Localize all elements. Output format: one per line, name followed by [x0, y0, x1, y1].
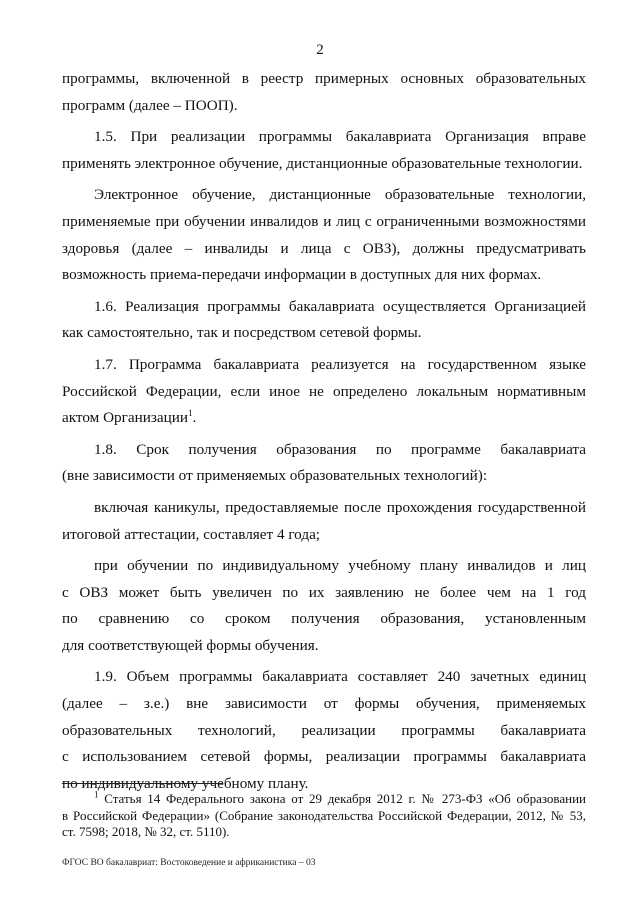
footnote-divider [62, 783, 222, 784]
text-line: 1.7. Программа бакалавриата реализуется на государственном языке [94, 355, 586, 373]
text-line: программы, включенной в реестр примерных основных образовательных [62, 70, 586, 87]
text-line: (вне зависимости от применяемых образовательных технологий): [62, 467, 488, 485]
text-line: 1.6. Реализация программы бакалавриата осуществляется Организацией [94, 297, 586, 315]
sentence-period: . [192, 409, 197, 427]
text-line: для соответствующей формы обучения. [62, 636, 319, 654]
footnote-reference[interactable]: 1 [187, 408, 193, 419]
text-line: по индивидуальному учебному плану. [62, 774, 309, 792]
footnote-text: Статья 14 Федерального закона от 29 декабря 2012 г. № 273-ФЗ «Об образовании [104, 791, 587, 806]
footnote-marker: 1 [94, 789, 99, 800]
text-line: программ (далее – ПООП). [62, 96, 238, 114]
paragraph-continuation [62, 66, 586, 119]
text-line: применять электронное обучение, дистанционные образовательные технологии. [62, 154, 583, 172]
text-line: с использованием сетевой формы, реализации программы бакалавриата [62, 748, 586, 766]
paragraph-1-5 [62, 124, 586, 177]
text-line: 1.5. При реализации программы бакалавриата Организация вправе [94, 128, 586, 146]
text-line: возможность приема-передачи информации в доступных для них формах. [62, 266, 542, 284]
page-footer: ФГОС ВО бакалавриат: Востоковедение и африканистика – 03 [62, 858, 316, 868]
text-line: включая каникулы, предоставляемые после прохождения государственной [94, 498, 586, 516]
text-line: с ОВЗ может быть увеличен по их заявлению не более чем на 1 год [62, 583, 586, 601]
footnote [62, 791, 586, 841]
text-line: здоровья (далее – инвалиды и лица с ОВЗ), должны предусматривать [62, 239, 586, 257]
footnote-line [62, 791, 586, 808]
paragraph-individual-plan [62, 553, 586, 659]
text-line: 1.9. Объем программы бакалавриата составляет 240 зачетных единиц [94, 668, 586, 686]
text-line: при обучении по индивидуальному учебному плану инвалидов и лиц [94, 557, 586, 575]
text-fragment: актом Организации [62, 409, 188, 427]
paragraph-holidays [62, 495, 586, 548]
text-line: образовательных технологий, реализации программы бакалавриата [62, 721, 586, 739]
text-line: применяемые при обучении инвалидов и лиц с ограниченными возможностями [62, 212, 586, 230]
text-line: по сравнению со сроком получения образования, установленным [62, 610, 586, 628]
body-text [62, 66, 586, 797]
text-line: Электронное обучение, дистанционные образовательные технологии, [94, 186, 586, 204]
footnote-line: в Российской Федерации» (Собрание законодательства Российской Федерации, 2012, № 53, [62, 807, 586, 823]
text-line: 1.8. Срок получения образования по программе бакалавриата [94, 440, 586, 458]
paragraph-1-9 [62, 664, 586, 797]
text-line: итоговой аттестации, составляет 4 года; [62, 525, 321, 543]
paragraph-e-learning [62, 182, 586, 288]
footnote-line: ст. 7598; 2018, № 32, ст. 5110). [62, 824, 230, 839]
paragraph-1-6 [62, 294, 586, 347]
paragraph-1-7 [62, 352, 586, 432]
text-line-with-footnote [62, 405, 586, 432]
paragraph-1-8 [62, 437, 586, 490]
text-line: как самостоятельно, так и посредством сетевой формы. [62, 324, 422, 342]
page-number: 2 [316, 42, 324, 58]
text-line: (далее – з.е.) вне зависимости от формы обучения, применяемых [62, 695, 586, 713]
text-line: Российской Федерации, если иное не определено локальным нормативным [62, 382, 586, 400]
